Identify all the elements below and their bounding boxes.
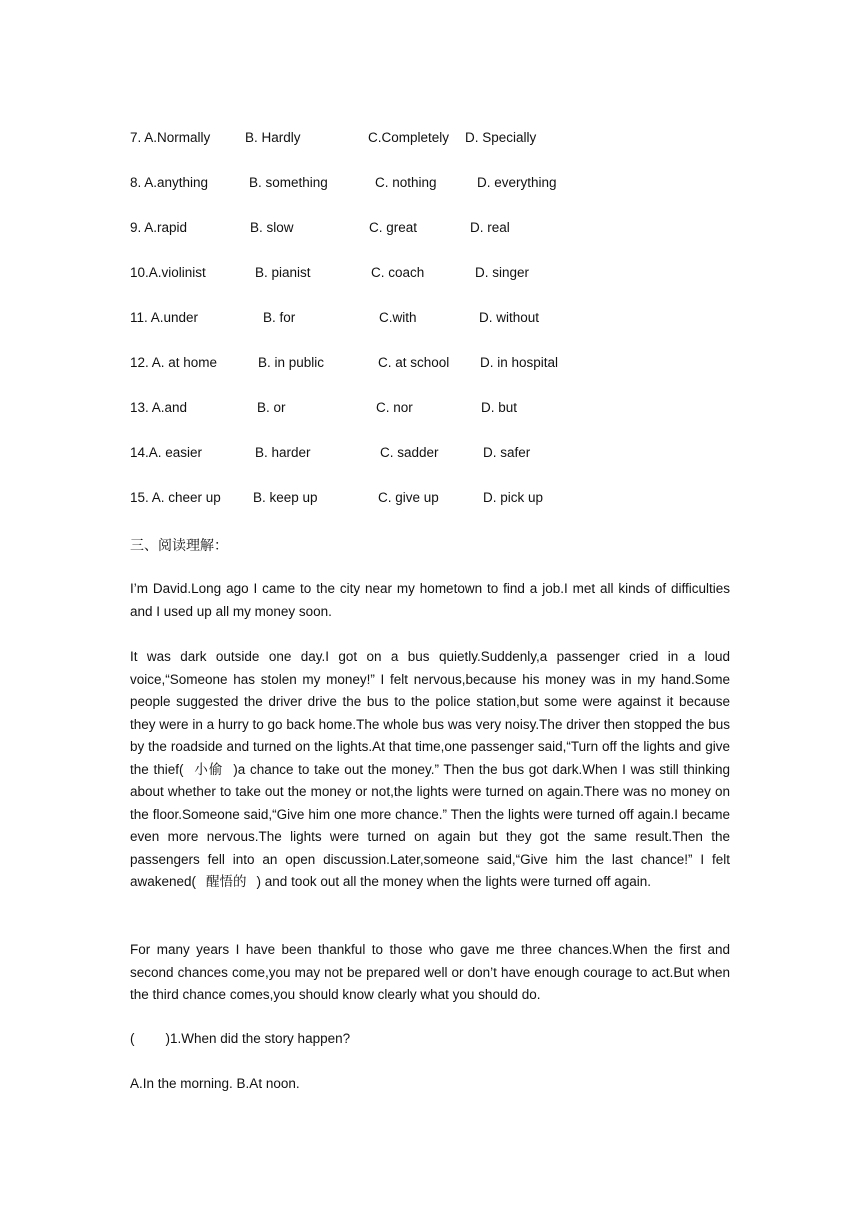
paragraph-text: )a chance to take out the money.” Then the bus got dark.When I was still thinking about whether to take out the money or not,the lights were turned on again.There was no money on the floor.Someone said,“Give him one more chance.” Then the lights were turned off again.I became even more nervous.The lights were turned on again but they got the same result.Then the passengers fell into an open discussion.Later,someone said,“Give him the last chance!” I felt awakened( — [130, 761, 731, 889]
paragraph-text: It was dark outside one day.I got on a bus quietly.Suddenly,a passenger cried in a loud voice,“Someone has stolen my money!” I felt nervous,because his money was in my hand.Some people suggested the driver drive the bus to the police station,but some were against it because they were in a hurry to go back home.The whole bus was very noisy.The driver then stopped the bus by the roadside and turned on the lights.At that time,one passenger said,“Turn off the lights and give the thief( — [130, 649, 730, 777]
option-c: C. nor — [376, 400, 413, 415]
option-a: 15. A. cheer up — [130, 490, 221, 505]
option-a: 9. A.rapid — [130, 220, 188, 235]
option-c: C. give up — [378, 490, 439, 505]
chinese-gloss: 醒悟的 — [206, 874, 247, 890]
option-d: D. but — [481, 400, 518, 415]
option-row-11 — [130, 310, 730, 330]
option-b: B. harder — [255, 445, 311, 460]
option-c: C. great — [369, 220, 418, 235]
option-a: 11. A.under — [130, 310, 199, 325]
option-a: 13. A.and — [130, 400, 188, 415]
chinese-gloss: 小偷 — [193, 761, 224, 778]
option-c: C. coach — [371, 265, 425, 280]
option-row-15 — [130, 490, 730, 510]
option-d: D. safer — [483, 445, 531, 460]
paragraph-text: ) and took out all the money when the lights were turned off again. — [256, 874, 652, 889]
option-b: B. slow — [250, 220, 294, 235]
option-b: B. Hardly — [245, 130, 301, 145]
passage-paragraph-3: For many years I have been thankful to those who gave me three chances.When the first and second chances come,you may not be prepared well or don’t have enough courage to act.But when the third chance comes,you should know clearly what you should do. — [130, 942, 730, 1002]
option-a: 10.A.violinist — [130, 265, 206, 280]
option-c: C. at school — [378, 355, 450, 370]
option-b: B. keep up — [253, 490, 318, 505]
option-row-10 — [130, 265, 730, 285]
option-a: 12. A. at home — [130, 355, 218, 370]
option-c: C.Completely — [368, 130, 450, 145]
option-row-13 — [130, 400, 730, 420]
option-d: D. Specially — [465, 130, 537, 145]
option-row-7 — [130, 130, 730, 150]
option-a: 7. A.Normally — [130, 130, 211, 145]
option-b: B. in public — [258, 355, 325, 370]
option-d: D. without — [479, 310, 540, 325]
option-d: D. singer — [475, 265, 530, 280]
option-b: B. or — [257, 400, 286, 415]
option-c: C. nothing — [375, 175, 437, 190]
option-d: D. pick up — [483, 490, 544, 505]
option-d: D. in hospital — [480, 355, 559, 370]
option-row-12 — [130, 355, 730, 375]
question-1-options: A.In the morning. B.At noon. — [130, 1076, 300, 1091]
option-a: 8. A.anything — [130, 175, 209, 190]
option-d: D. real — [470, 220, 510, 235]
answer-paren-open: ( — [130, 1031, 135, 1046]
option-d: D. everything — [477, 175, 557, 190]
option-row-14 — [130, 445, 730, 465]
passage-paragraph-1: I’m David.Long ago I came to the city near my hometown to find a job.I met all kinds of difficulties and I used up all my money soon. — [130, 581, 730, 619]
question-stem: )1.When did the story happen? — [165, 1031, 351, 1046]
option-b: B. for — [263, 310, 296, 325]
option-row-8 — [130, 175, 730, 195]
option-c: C.with — [379, 310, 417, 325]
option-row-9 — [130, 220, 730, 240]
option-a: 14.A. easier — [130, 445, 203, 460]
passage-paragraph-2 — [130, 646, 730, 894]
option-b: B. something — [249, 175, 328, 190]
section-heading: 三、阅读理解： — [130, 538, 228, 554]
option-c: C. sadder — [380, 445, 439, 460]
question-1 — [130, 1031, 350, 1046]
option-b: B. pianist — [255, 265, 311, 280]
